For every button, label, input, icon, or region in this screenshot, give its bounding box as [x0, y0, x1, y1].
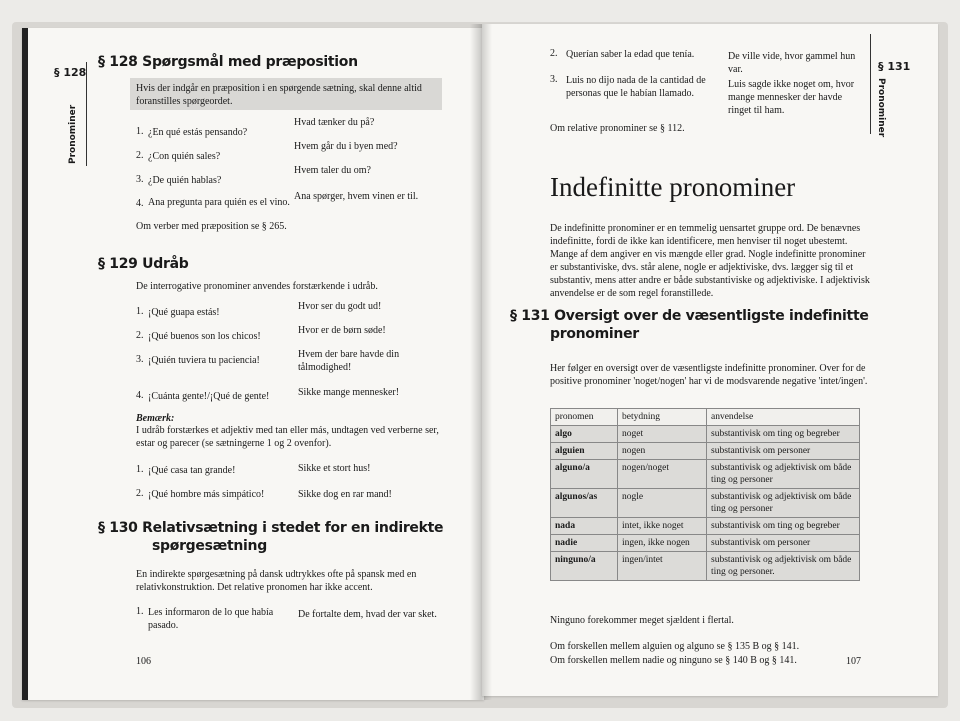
header-anvendelse: anvendelse	[707, 409, 860, 426]
s129-bemaerk-text: I udråb forstærkes et adjektiv med tan eller más, undtagen ved verberne ser, estar og parecer (se sætningerne 1 og 2 ovenfor).	[136, 425, 439, 449]
table-row: alguno/a nogen/noget substantivisk og adjektivisk om både ting og personer	[551, 460, 860, 489]
right-page-number: 107	[846, 656, 861, 667]
table-row: algunos/as nogle substantivisk og adjektivisk om både ting og personer	[551, 489, 860, 518]
table-row: nadie ingen, ikke nogen substantivisk om personer	[551, 535, 860, 552]
left-tab-number: § 128	[54, 66, 87, 79]
s131-heading-line2: pronominer	[550, 326, 639, 342]
s131-intro: Her følger en oversigt over de væsentligste indefinitte pronominer. Over for de positive pronominer 'noget/nogen' har vi de modsvarende negative 'intet/ingen'.	[550, 363, 868, 387]
chapter-intro: De indefinitte pronominer er en temmelig uensartet gruppe ord. De benævnes indefinitte, fordi de ikke kan identificere, men henviser til noget ubestemt. Mange af dem angiver en vis mængde eller grad. Nogle indefinitte pronominer er substantiviske, dvs. står alene, nogle er adjektiviske, dvs. lægger sig til et substantiv, mens atter andre er både substantiviske og adjektiviske. I adjektivisk anvendelse er de som regel foranstillede.	[550, 223, 870, 299]
ninguno-note: Ninguno forekommer meget sjældent i flertal.	[550, 615, 734, 626]
book-gutter	[470, 24, 492, 700]
left-vertical-label: Pronominer	[68, 104, 78, 164]
s131-heading-line1: § 131 Oversigt over de væsentligste indefinitte	[510, 308, 869, 324]
table-row: nada intet, ikke noget substantivisk om ting og begreber	[551, 518, 860, 535]
left-page-number: 106	[136, 656, 151, 667]
table-row: ninguno/a ingen/intet substantivisk og adjektivisk om både ting og personer.	[551, 552, 860, 581]
left-margin-rule	[86, 62, 87, 166]
header-pronomen: pronomen	[551, 409, 618, 426]
relative-note: Om relative pronominer se § 112.	[550, 123, 685, 134]
s130-intro: En indirekte spørgesætning på dansk udtrykkes ofte på spansk med en relativkonstruktion. Det relative pronomen har ikke accent.	[136, 569, 417, 593]
s128-heading: § 128 Spørgsmål med præposition	[98, 54, 358, 70]
s129-heading: § 129 Udråb	[98, 256, 189, 272]
reference-nadie-ninguno: Om forskellen mellem nadie og ninguno se § 140 B og § 141.	[550, 655, 797, 666]
pronoun-table	[550, 408, 860, 581]
s130-heading-line1: § 130 Relativsætning i stedet for en indirekte	[98, 520, 444, 536]
left-page: § 128 Pronominer § 128 Spørgsmål med præposition Hvis der indgår en præposition i en spørgende sætning, skal denne altid foranstilles spørgeordet. 1. ¿En qué estás pensando? Hvad tænker du på? 2. ¿Con quién sales? Hvem går du i byen med? 3. ¿De quién hablas? Hvem taler du om? 4. Ana pregunta para quién es el vino. Ana spørger, hvem vinen er til. Om verber med præposition se § 265. § 129 Udråb De interrogative pronominer anvendes forstærkende i udråb. 1. ¡Qué guapa estás! Hvor ser du godt ud! 2. ¡Qué buenos son los chicos! Hvor er de børn søde! 3. ¡Quién tuviera tu paciencia! Hvem der bare havde din tålmodighed! 4. ¡Cuánta gente!/¡Qué de gente! Sikke mange mennesker! Bemærk: I udråb forstærkes et adjektiv med tan eller más, undtagen ved verberne ser, estar og parecer (se sætningerne 1 og 2 ovenfor). 1. ¡Qué casa tan grande! Sikke et stort hus! 2. ¡Qué hombre más simpático! Sikke dog en rar mand! § 130 Relativsætning i stedet for en indirekte spørgesætning En indirekte spørgesætning på dansk udtrykkes ofte på spansk med en relativkonstruktion. Det relative pronomen har ikke accent. 1. Les informaron de lo que había pasado. De fortalte dem, hvad der var sket. 106	[22, 28, 484, 700]
s130-heading-line2: spørgesætning	[152, 538, 267, 554]
table-row: alguien nogen substantivisk om personer	[551, 443, 860, 460]
chapter-title: Indefinitte pronominer	[550, 172, 796, 202]
right-tab-number: § 131	[878, 60, 911, 73]
header-betydning: betydning	[618, 409, 707, 426]
s129-bemaerk-label: Bemærk:	[136, 413, 175, 424]
right-margin-rule	[870, 34, 871, 134]
table-header-row	[551, 409, 860, 426]
table-row: algo noget substantivisk om ting og begreber	[551, 426, 860, 443]
s128-rule-text: Hvis der indgår en præposition i en spørgende sætning, skal denne altid foranstilles spørgeordet.	[136, 83, 422, 107]
right-vertical-label: Pronominer	[876, 78, 886, 138]
s128-note: Om verber med præposition se § 265.	[136, 221, 287, 232]
right-page: § 131 Pronominer 2. Querían saber la edad que tenía. De ville vide, hvor gammel hun var. 3. Luis no dijo nada de la cantidad de personas que le habían llamado. Luis sagde ikke noget om, hvor mange mennesker der havde ringet til ham. Om relative pronominer se § 112. Indefinitte pronominer De indefinitte pronominer er en temmelig uensartet gruppe ord. De benævnes indefinitte, fordi de ikke kan identificere, men henviser til noget ubestemt. Mange af dem angiver en vis mængde eller grad. Nogle indefinitte pronominer er substantiviske, dvs. står alene, nogle er adjektiviske, dvs. lægger sig til et substantiv, mens atter andre er både substantiviske og adjektiviske. I adjektivisk anvendelse er de som regel foranstillede. § 131 Oversigt over de væsentligste indefinitte pronominer Her følger en oversigt over de væsentligste indefinitte pronominer. Over for de positive pronominer 'noget/nogen' har vi de modsvarende negative 'intet/ingen'. pronomen betydning anvendelse algo noget substantivisk om ting og begreber alguien nogen substantivisk om personer alguno/a nogen/noget substantivisk og adjektivisk om både ting og personer algunos/as nogle substantivisk og adjektivisk om både ting og personer nada intet, ikke noget substantivisk om ting og begreber nadie ingen, ikke nogen substantivisk om personer ninguno/a ingen/intet substantivisk og adjektivisk om både ting og personer. Ninguno forekommer meget sjældent i flertal. Om forskellen mellem alguien og alguno se § 135 B og § 141. Om forskellen mellem nadie og ninguno se § 140 B og § 141. 107	[482, 24, 938, 696]
reference-alguien-alguno: Om forskellen mellem alguien og alguno se § 135 B og § 141.	[550, 641, 800, 652]
s129-intro: De interrogative pronominer anvendes forstærkende i udråb.	[136, 281, 378, 292]
